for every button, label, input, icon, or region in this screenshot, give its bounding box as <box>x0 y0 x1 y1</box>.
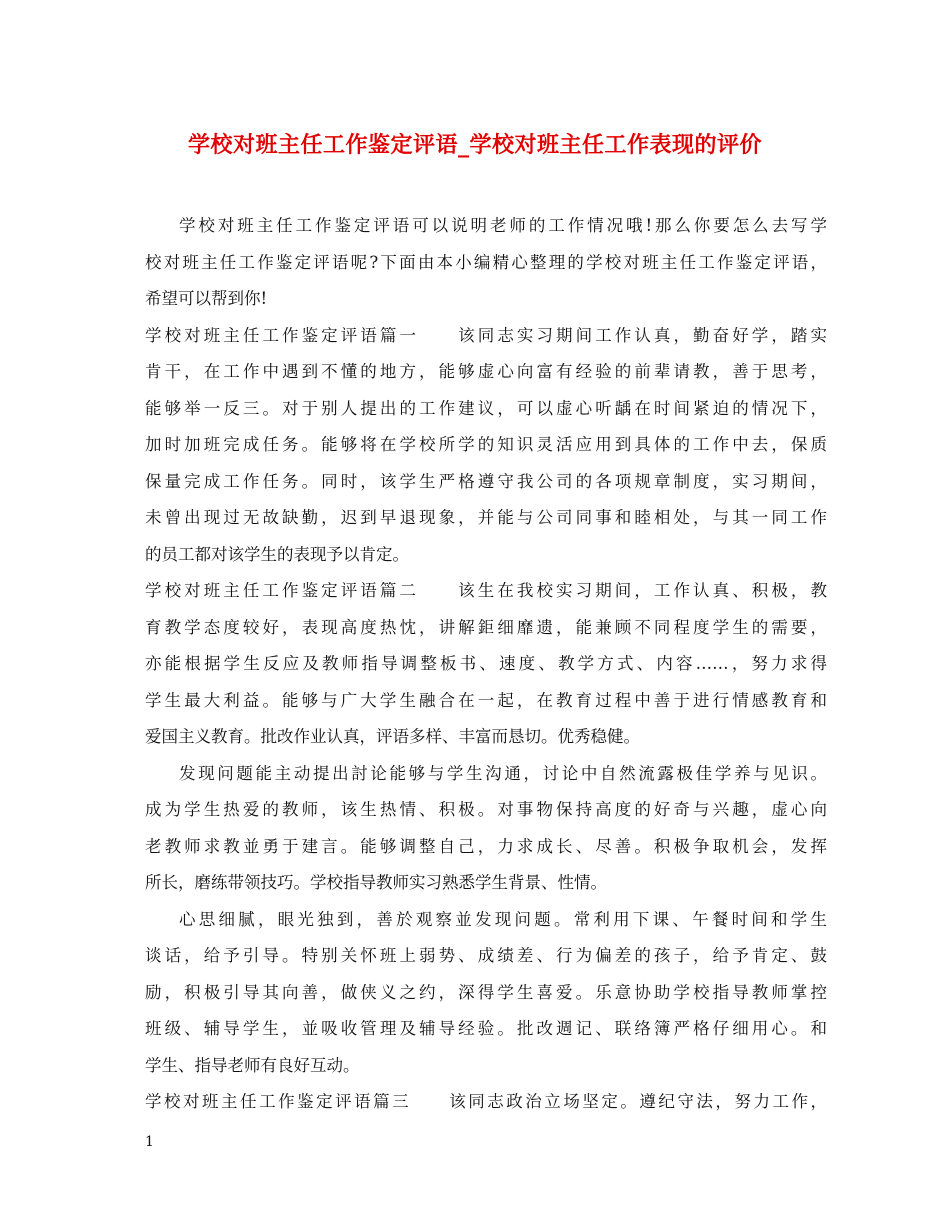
text-line: 老教师求教並勇于建言。能够调整自己，力求成长、尽善。积极争取机会，发挥 <box>145 836 827 856</box>
text-line: 谈话，给予引导。特别关怀班上弱势、成绩差、行为偏差的孩子，给予肯定、鼓 <box>145 946 827 965</box>
text-line: 育教学态度较好，表现高度热忱，讲解鉅细靡遗，能兼顾不同程度学生的需要， <box>145 617 827 637</box>
text-line: 学生最大利益。能够与广大学生融合在一起，在教育过程中善于进行情感教育和 <box>145 690 827 710</box>
text-line: 班级、辅导学生，並吸收管理及辅导经验。批改週记、联络簿严格仔细用心。和 <box>145 1019 827 1038</box>
text-line: 学校对班主任工作鉴定评语可以说明老师的工作情况哦!那么你要怎么去写学 <box>179 216 827 235</box>
text-line: 保量完成工作任务。同时，该学生严格遵守我公司的各项规章制度，实习期间， <box>145 471 827 491</box>
document-body <box>145 208 827 1121</box>
text-line: 学校对班主任工作鉴定评语篇二 该生在我校实习期间，工作认真、积极，教 <box>145 581 827 600</box>
document-title: 学校对班主任工作鉴定评语_学校对班主任工作表现的评价 <box>187 133 762 158</box>
text-line: 希望可以帮到你! <box>145 289 268 308</box>
text-line: 加时加班完成任务。能够将在学校所学的知识灵活应用到具体的工作中去，保质 <box>145 435 827 454</box>
text-line: 学生、指导老师有良好互动。 <box>145 1055 360 1075</box>
text-line: 校对班主任工作鉴定评语呢?下面由本小编精心整理的学校对班主任工作鉴定评语， <box>145 252 827 272</box>
page-number: 1 <box>145 1134 154 1150</box>
text-line: 能够举一反三。对于别人提出的工作建议，可以虚心听龋在时间紧迫的情况下， <box>145 398 827 418</box>
text-line: 肯干，在工作中遇到不懂的地方，能够虚心向富有经验的前辈请教，善于思考， <box>145 362 827 381</box>
text-line: 发现问题能主动提出討论能够与学生沟通，讨论中自然流露极佳学养与见识。 <box>179 763 827 783</box>
text-line: 所长，磨练带领技巧。学校指导教师实习熟悉学生背景、性情。 <box>145 873 607 892</box>
text-line: 亦能根据学生反应及教师指导调整板书、速度、教学方式、内容……，努力求得 <box>145 654 827 673</box>
text-line: 励，积极引导其向善，做侠义之约，深得学生喜爱。乐意协助学校指导教师掌控 <box>145 982 827 1002</box>
text-line: 爱国主义教育。批改作业认真，评语多样、丰富而恳切。优秀稳健。 <box>145 727 640 746</box>
text-line: 未曾出现过无故缺勤，迟到早退现象，并能与公司同事和睦相处，与其一同工作 <box>145 508 827 527</box>
text-line: 的员工都对该学生的表现予以肯定。 <box>145 544 409 564</box>
text-line: 学校对班主任工作鉴定评语篇三 该同志政治立场坚定。遵纪守法，努力工作， <box>145 1092 827 1111</box>
text-line: 心思细腻，眼光独到，善於观察並发现问题。常利用下课、午餐时间和学生 <box>179 909 827 929</box>
text-line: 学校对班主任工作鉴定评语篇一 该同志实习期间工作认真，勤奋好学，踏实 <box>145 325 827 345</box>
text-line: 成为学生热爱的教师，该生热情、积极。对事物保持高度的好奇与兴趣，虚心向 <box>145 800 827 819</box>
